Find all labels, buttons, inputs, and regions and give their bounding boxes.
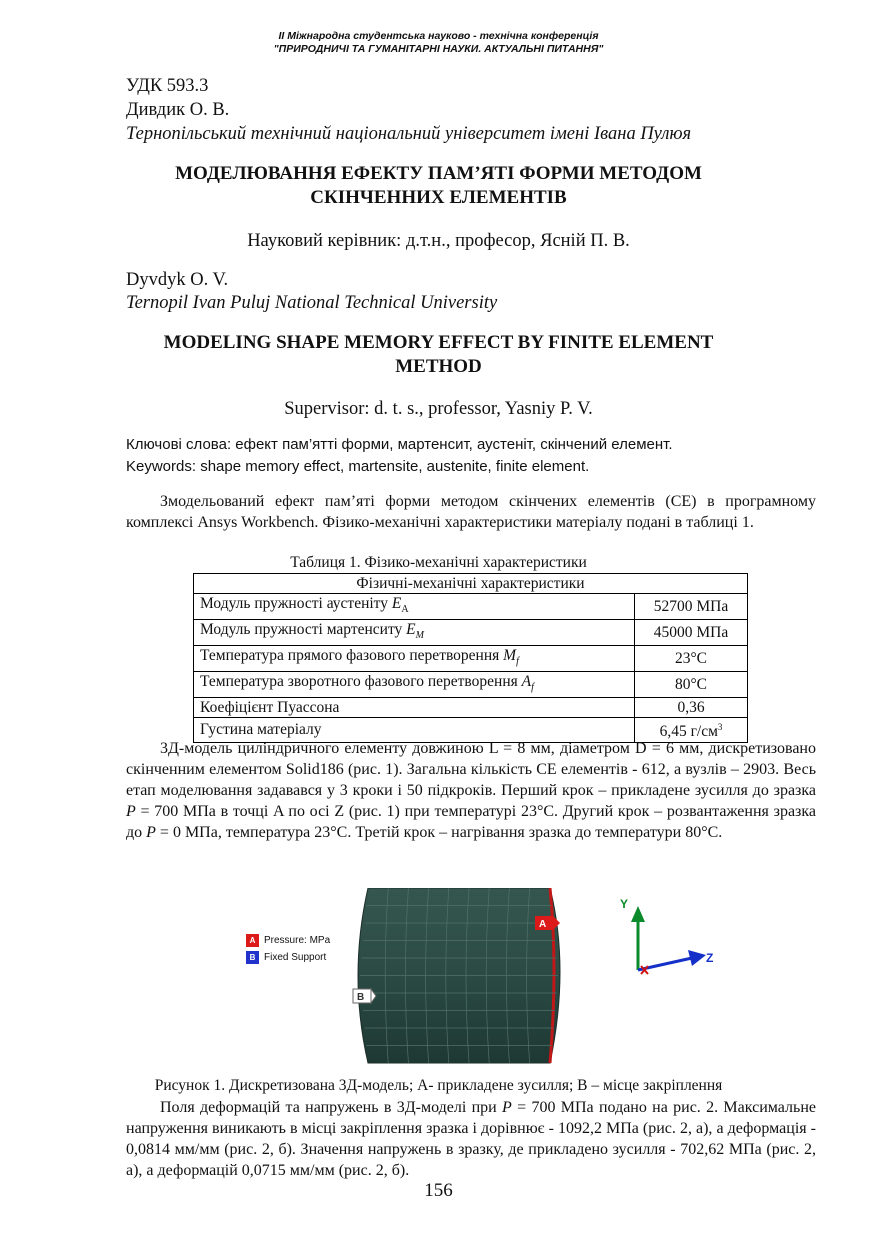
title-ua-line1: МОДЕЛЮВАННЯ ЕФЕКТУ ПАМ’ЯТІ ФОРМИ МЕТОДОМ [175,163,702,184]
figure-1 [240,888,740,1068]
paragraph-intro-text: Змодельований ефект пам’яті форми методом скінчених елементів (СЕ) в програмному комплексі Ansys Workbench. Фізико-механічні характеристики матеріалу подані в таблиці 1. [126,493,816,531]
paragraph-results-text: Поля деформацій та напружень в 3Д-моделі при P = 700 МПа подано на рис. 2. Максимальне напруження виникають в місці закріплення зразка і дорівнює - 1092,2 МПа (рис. 2, а), а деформація - 0,0814 мм/мм (рис. 2, б). Значення напружень в зразку, де прикладено зусилля - 702,62 МПа (рис. 2, а), а деформацій 0,0715 мм/мм (рис. 2, б). [126,1099,816,1179]
table-row [194,594,748,620]
property-name-cell: Густина матеріалу [194,718,635,742]
title-en-line2: METHOD [395,356,482,377]
conference-header-line2: "ПРИРОДНИЧІ ТА ГУМАНІТАРНІ НАУКИ. АКТУАЛЬНІ ПИТАННЯ" [273,43,604,55]
affiliation-en: Ternopil Ivan Puluj National Technical University [126,293,498,313]
label-b-text: B [357,992,365,1003]
table-header-cell: Фізичні-механічні характеристики [194,574,748,594]
support-label-b [353,989,376,1003]
pressure-marker-icon: A [246,934,259,947]
property-value-cell: 45000 МПа [635,620,748,646]
mesh-model-svg [240,888,740,1068]
paragraph-model-text: 3Д-модель циліндричного елементу довжиною L = 8 мм, діаметром D = 6 мм, дискретизовано скінченним елементом Solid186 (рис. 1). Загальна кількість СЕ елементів - 612, а вузлів – 2903. Весь етап моделювання задавався у 3 кроки і 50 підкроків. Перший крок – прикладене зусилля до зразка P = 700 МПа в точці A по осі Z (рис. 1) при температурі 23°C. Другий крок – розвантаження зразка до P = 0 МПа, температура 23°C. Третій крок – нагрівання зразка до температури 80°C. [126,740,816,841]
table-row [194,698,748,718]
axis-z-label: Z [706,951,714,965]
property-name-cell: Температура прямого фазового перетворення $M_f$ [194,646,635,672]
cylinder-mesh [358,888,560,1063]
author-ua: Дивдик О. В. [126,100,230,120]
property-value-cell: 0,36 [635,698,748,718]
paragraph-model [126,738,816,843]
property-value-cell: 6,45 $г/см^3$ [635,718,748,742]
axis-triad [620,897,713,974]
legend-fixed-support: B Fixed Support [246,949,330,966]
property-value-cell: 23°C [635,646,748,672]
affiliation-ua: Тернопільський технічний національний університет імені Івана Пулюя [126,124,692,144]
property-name-cell: Коефіцієнт Пуассона [194,698,635,718]
label-a-text: A [539,919,547,930]
keywords-en: Keywords: shape memory effect, martensite, austenite, finite element. [126,458,590,475]
properties-table [193,573,748,743]
table-row [194,672,748,698]
title-ua-line2: СКІНЧЕННИХ ЕЛЕМЕНТІВ [310,187,567,208]
table-row [194,646,748,672]
table-row [194,620,748,646]
author-en: Dyvdyk O. V. [126,270,229,290]
paragraph-results [126,1097,816,1181]
udk-code: УДК 593.3 [126,76,209,96]
supervisor-en: Supervisor: d. t. s., professor, Yasniy P. V. [284,399,593,419]
legend-pressure: A Pressure: MPa [246,932,330,949]
table-caption: Таблиця 1. Фізико-механічні характеристики [290,554,587,571]
property-name-cell: Модуль пружності мартенситу $E_M$ [194,620,635,646]
property-name-cell: Модуль пружності аустеніту $E_A$ [194,594,635,620]
page-number: 156 [424,1180,453,1201]
axis-y-label: Y [620,897,629,911]
property-value-cell: 52700 МПа [635,594,748,620]
supervisor-ua: Науковий керівник: д.т.н., професор, Ясній П. В. [247,231,630,251]
table-header-row [194,574,748,594]
support-marker-icon: B [246,951,259,964]
title-en-line1: MODELING SHAPE MEMORY EFFECT BY FINITE ELEMENT [163,332,714,353]
property-name-cell: Температура зворотного фазового перетворення $A_f$ [194,672,635,698]
keywords-ua: Ключові слова: ефект пам’ятті форми, мартенсит, аустеніт, скінчений елемент. [126,436,673,453]
property-value-cell: 80°C [635,672,748,698]
figure-caption: Рисунок 1. Дискретизована 3Д-модель; А- прикладене зусилля; В – місце закріплення [154,1077,723,1094]
paragraph-intro [126,491,816,533]
conference-header-line1: II Міжнародна студентська науково - технічна конференція [278,30,599,42]
